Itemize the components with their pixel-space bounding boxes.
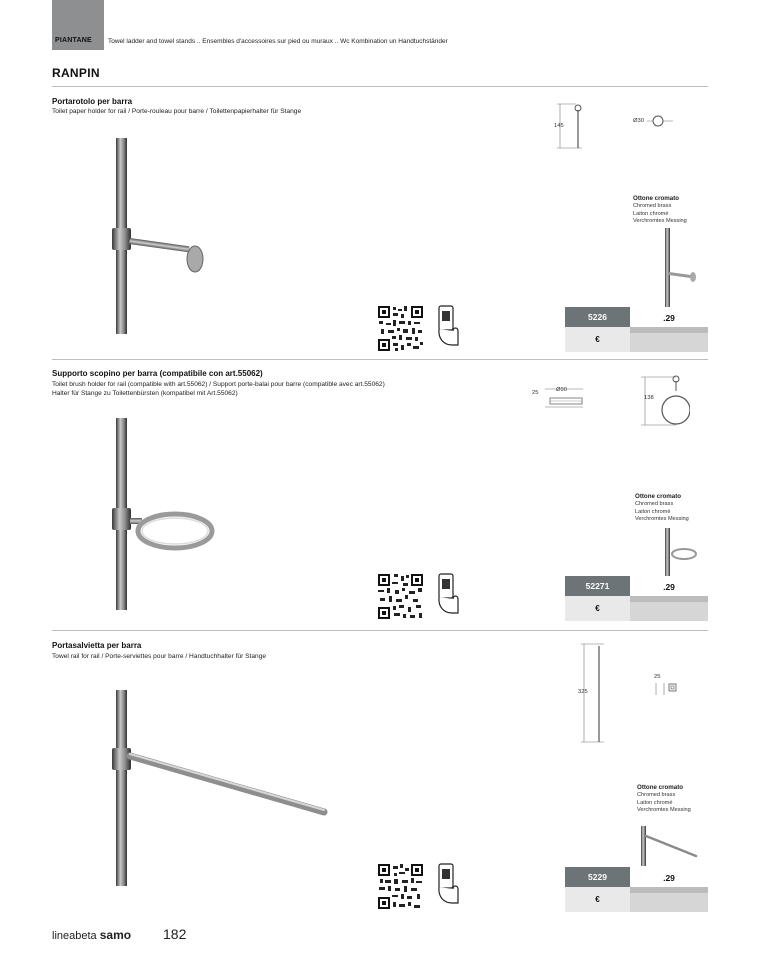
- dimension-drawing-top: [647, 114, 673, 128]
- product-description-line: Towel rail for rail / Porte-serviettes pour barre / Handtuchhalter für Stange: [52, 653, 267, 660]
- brand-name-bold: samo: [99, 928, 132, 942]
- product-title: Portarotolo per barra: [52, 97, 133, 106]
- dimension-length: 325: [578, 689, 588, 695]
- toilet-paper-holder-image: [100, 138, 220, 338]
- finish-line: Verchromtes Messing: [633, 218, 687, 225]
- price-table: [565, 867, 708, 912]
- phone-scan-icon: [436, 305, 462, 347]
- finish-line: Laiton chromé: [637, 799, 673, 806]
- product-description: [52, 381, 385, 398]
- finish-title: Ottone cromato: [637, 784, 684, 791]
- finish-line: Chromed brass: [637, 791, 676, 798]
- dimension-drawing-side: [640, 373, 690, 429]
- dimension-diameter: Ø90: [556, 387, 567, 393]
- section-description: Towel ladder and towel stands .. Ensembles d'accessoires sur pied ou muraux .. Wc Kombination un Handtuchständer: [108, 38, 448, 45]
- section-tag: PIANTANE: [55, 37, 92, 44]
- divider: [52, 359, 708, 360]
- finish-thumbnail: [638, 826, 700, 866]
- finish-line: Chromed brass: [635, 500, 674, 507]
- currency-label: €: [565, 596, 630, 621]
- currency-label: €: [565, 887, 630, 912]
- price-table: [565, 307, 708, 352]
- page-number: 182: [163, 926, 187, 942]
- dimension-depth: 25: [654, 674, 661, 680]
- toilet-brush-holder-image: [100, 418, 220, 614]
- finish-line: Chromed brass: [633, 202, 672, 209]
- currency-label: €: [565, 327, 630, 352]
- finish-line: Verchromtes Messing: [637, 807, 691, 814]
- finish-line: Laiton chromé: [633, 210, 669, 217]
- finish-info: [637, 784, 691, 815]
- finish-code: .29: [630, 307, 708, 333]
- finish-line: Verchromtes Messing: [635, 516, 689, 523]
- dimension-diameter: Ø30: [633, 118, 644, 124]
- product-code: 5226: [565, 307, 630, 327]
- divider: [52, 630, 708, 631]
- finish-line: Laiton chromé: [635, 508, 671, 515]
- price-value: [630, 602, 708, 621]
- dimension-drawing-top: [545, 385, 585, 413]
- qr-code-icon[interactable]: [377, 573, 424, 620]
- phone-scan-icon: [436, 573, 462, 615]
- product-title: Portasalvietta per barra: [52, 641, 142, 650]
- finish-info: [633, 195, 687, 226]
- qr-code-icon[interactable]: [377, 863, 424, 910]
- product-description-line: Halter für Stange zu Toilettenbürsten (kompatibel mit Art.55062): [52, 389, 238, 397]
- product-code: 5229: [565, 867, 630, 887]
- qr-code-icon[interactable]: [377, 305, 424, 352]
- footer-brand: [52, 928, 131, 942]
- finish-title: Ottone cromato: [635, 493, 682, 500]
- price-value: [630, 333, 708, 352]
- dimension-height: 138: [644, 395, 654, 401]
- divider: [52, 86, 708, 87]
- dimension-height: 145: [554, 123, 564, 129]
- product-description: [52, 108, 301, 117]
- product-code: 52271: [565, 576, 630, 596]
- towel-rail-image: [108, 690, 332, 890]
- finish-code: .29: [630, 576, 708, 602]
- finish-thumbnail: [660, 228, 700, 308]
- product-description-line: Toilet brush holder for rail (compatible with art.55062) / Support porte-balai pour barre (compatible avec art.55062): [52, 381, 385, 388]
- phone-scan-icon: [436, 863, 462, 905]
- collection-title: RANPIN: [52, 66, 100, 80]
- price-table: [565, 576, 708, 621]
- finish-info: [635, 493, 689, 524]
- product-description-line: Toilet paper holder for rail / Porte-rouleau pour barre / Toilettenpapierhalter für Stange: [52, 108, 302, 115]
- finish-code: .29: [630, 867, 708, 893]
- finish-title: Ottone cromato: [633, 195, 680, 202]
- product-title: Supporto scopino per barra (compatibile con art.55062): [52, 369, 263, 378]
- dimension-drawing-top: [652, 681, 682, 697]
- price-value: [630, 893, 708, 912]
- finish-thumbnail: [660, 528, 700, 578]
- brand-name-light: lineabeta: [52, 930, 97, 942]
- dimension-height: 25: [532, 390, 539, 396]
- product-description: [52, 653, 266, 662]
